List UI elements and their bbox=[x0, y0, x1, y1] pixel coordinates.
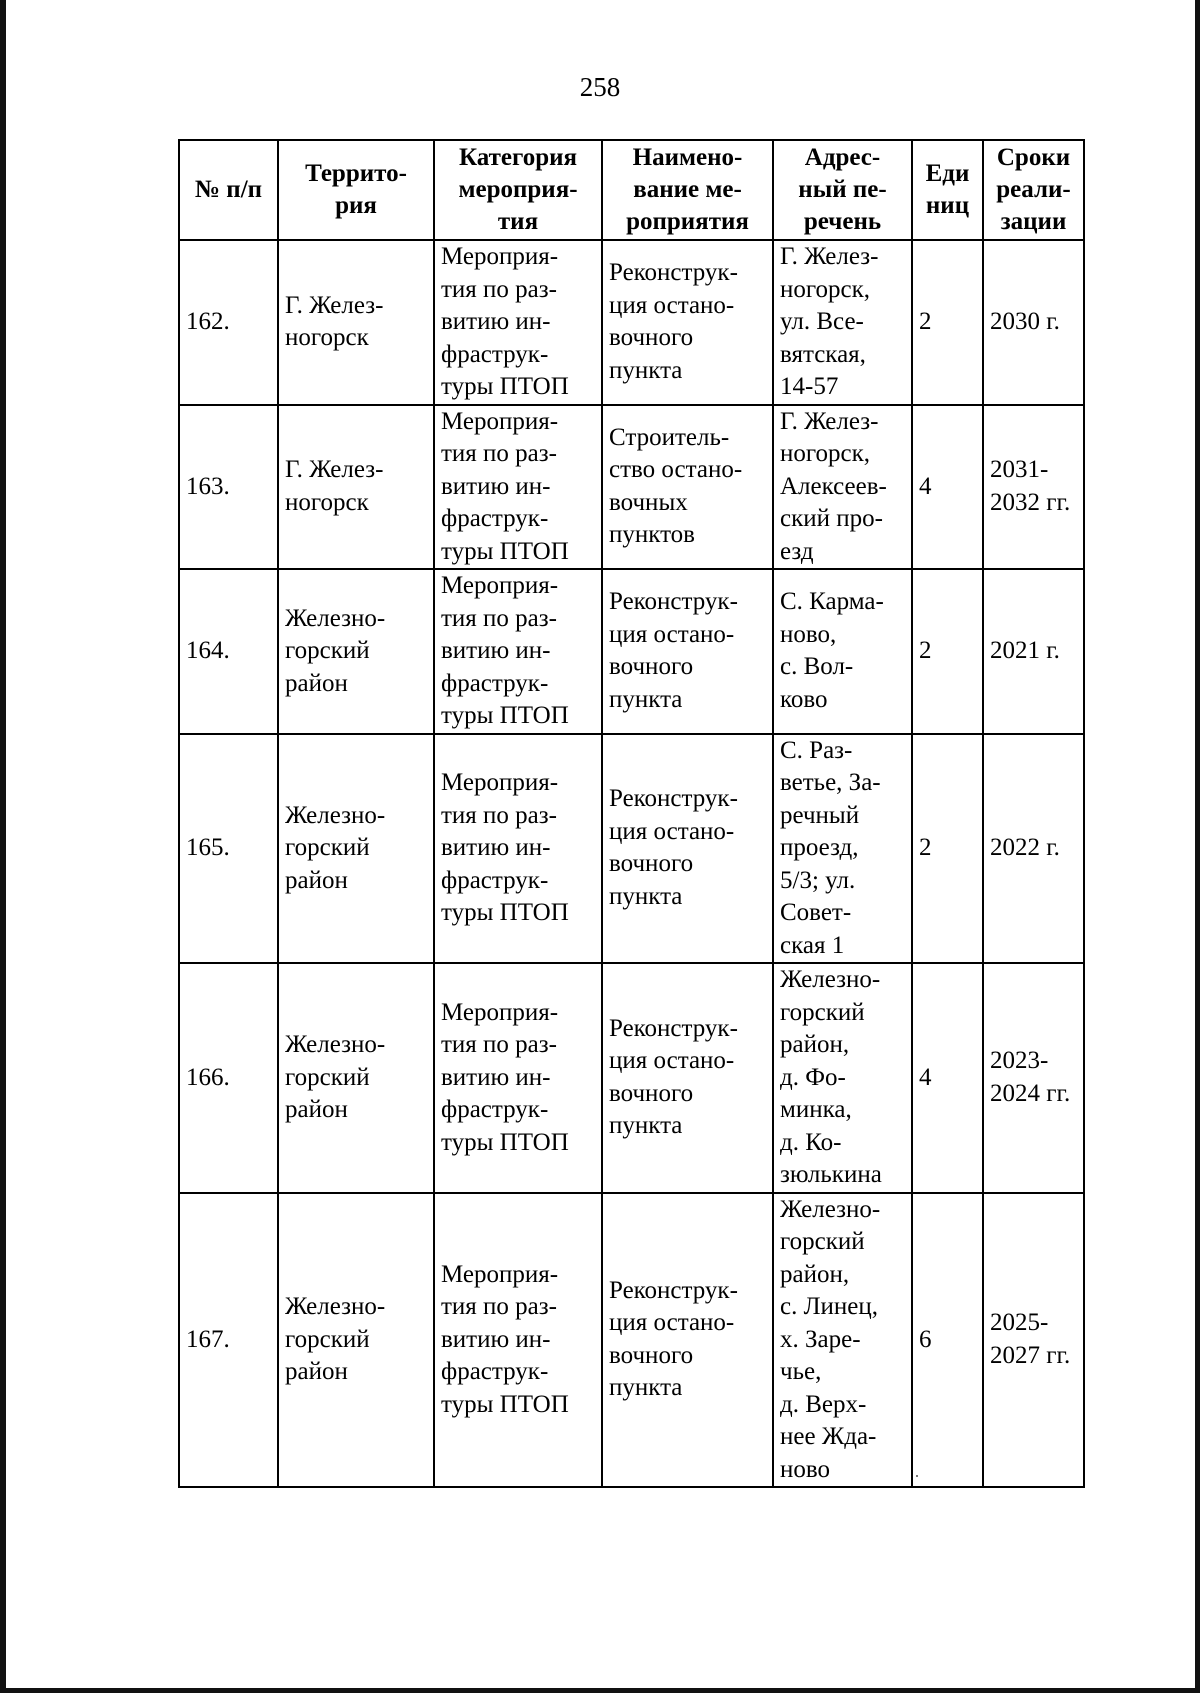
cell-num: 163. bbox=[179, 405, 278, 570]
cell-territory: Г. Желез- ногорск bbox=[278, 405, 434, 570]
cell-territory: Железно- горский район bbox=[278, 734, 434, 964]
cell-category: Мероприя- тия по раз- витию ин- фраструк- туры ПТОП bbox=[434, 405, 602, 570]
cell-territory: Г. Желез- ногорск bbox=[278, 240, 434, 405]
page-number: 258 bbox=[579, 72, 621, 102]
cell-address: Железно- горский район, с. Линец, х. Заре- чье, д. Верх- нее Жда- ново bbox=[773, 1193, 912, 1488]
cell-name: Строитель- ство остано- вочных пунктов bbox=[602, 405, 773, 570]
table-header-row bbox=[179, 140, 1084, 240]
table-row bbox=[179, 1193, 1084, 1488]
header-units: Еди ниц bbox=[912, 140, 983, 240]
header-num: № п/п bbox=[179, 140, 278, 240]
cell-category: Мероприя- тия по раз- витию ин- фраструк- туры ПТОП bbox=[434, 734, 602, 964]
cell-num: 164. bbox=[179, 569, 278, 734]
cell-num: 166. bbox=[179, 963, 278, 1193]
table-row bbox=[179, 734, 1084, 964]
cell-category: Мероприя- тия по раз- витию ин- фраструк- туры ПТОП bbox=[434, 240, 602, 405]
measures-table bbox=[178, 139, 1085, 1488]
table-row bbox=[179, 963, 1084, 1193]
cell-name: Реконструк- ция остано- вочного пункта bbox=[602, 240, 773, 405]
cell-units: 2 bbox=[912, 569, 983, 734]
cell-address: Г. Желез- ногорск, ул. Все- вятская, 14-57 bbox=[773, 240, 912, 405]
cell-terms: 2025- 2027 гг. bbox=[983, 1193, 1084, 1488]
table-row bbox=[179, 240, 1084, 405]
cell-units: 6 bbox=[912, 1193, 983, 1488]
scan-left-edge bbox=[0, 0, 6, 1693]
scan-bottom-edge bbox=[0, 1688, 1200, 1693]
cell-units: 4 bbox=[912, 963, 983, 1193]
cell-name: Реконструк- ция остано- вочного пункта bbox=[602, 569, 773, 734]
header-category: Категория мероприя- тия bbox=[434, 140, 602, 240]
cell-terms: 2022 г. bbox=[983, 734, 1084, 964]
cell-address: Г. Желез- ногорск, Алексеев- ский про- езд bbox=[773, 405, 912, 570]
cell-territory: Железно- горский район bbox=[278, 569, 434, 734]
header-name: Наимено- вание ме- роприятия bbox=[602, 140, 773, 240]
cell-units: 2 bbox=[912, 240, 983, 405]
header-terms: Сроки реали- зации bbox=[983, 140, 1084, 240]
cell-territory: Железно- горский район bbox=[278, 1193, 434, 1488]
cell-name: Реконструк- ция остано- вочного пункта bbox=[602, 1193, 773, 1488]
cell-category: Мероприя- тия по раз- витию ин- фраструк- туры ПТОП bbox=[434, 1193, 602, 1488]
cell-name: Реконструк- ция остано- вочного пункта bbox=[602, 734, 773, 964]
cell-num: 162. bbox=[179, 240, 278, 405]
cell-address: С. Карма- ново, с. Вол- ково bbox=[773, 569, 912, 734]
cell-terms: 2023- 2024 гг. bbox=[983, 963, 1084, 1193]
cell-territory: Железно- горский район bbox=[278, 963, 434, 1193]
cell-category: Мероприя- тия по раз- витию ин- фраструк- туры ПТОП bbox=[434, 963, 602, 1193]
cell-units: 4 bbox=[912, 405, 983, 570]
cell-num: 165. bbox=[179, 734, 278, 964]
cell-terms: 2021 г. bbox=[983, 569, 1084, 734]
scan-right-edge bbox=[1195, 0, 1200, 1693]
cell-address: С. Раз- ветье, За- речный проезд, 5/3; ул. Совет- ская 1 bbox=[773, 734, 912, 964]
cell-address: Железно- горский район, д. Фо- минка, д. Ко- зюлькина bbox=[773, 963, 912, 1193]
table-row bbox=[179, 569, 1084, 734]
cell-category: Мероприя- тия по раз- витию ин- фраструк- туры ПТОП bbox=[434, 569, 602, 734]
cell-terms: 2031- 2032 гг. bbox=[983, 405, 1084, 570]
cell-num: 167. bbox=[179, 1193, 278, 1488]
cell-name: Реконструк- ция остано- вочного пункта bbox=[602, 963, 773, 1193]
table-row bbox=[179, 405, 1084, 570]
cell-terms: 2030 г. bbox=[983, 240, 1084, 405]
cell-units: 2 bbox=[912, 734, 983, 964]
header-territory: Террито- рия bbox=[278, 140, 434, 240]
header-address: Адрес- ный пе- речень bbox=[773, 140, 912, 240]
